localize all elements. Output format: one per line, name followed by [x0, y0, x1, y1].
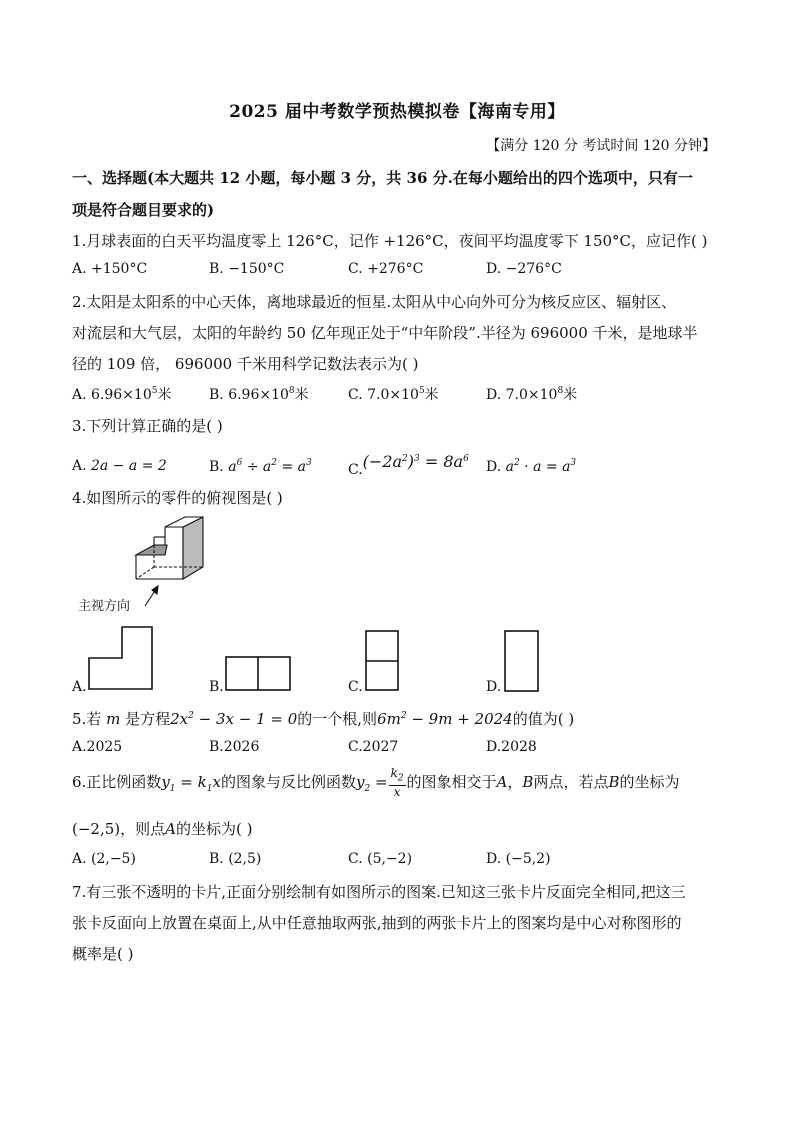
- q2-stem-line1: 2.太阳是太阳系的中心天体，离地球最近的恒星.太阳从中心向外可分为核反应区、辐射区、: [72, 293, 677, 311]
- q3-option-b: B. $a^6 \div a^2 = a^3$: [209, 458, 312, 475]
- q1-stem: 1.月球表面的白天平均温度零上 126°C，记作 +126°C，夜间平均温度零下 150°C，应记作( ): [72, 232, 708, 250]
- q1-option-d: D. −276°C: [486, 261, 562, 277]
- q3-option-c: $C.(-2a^2)^3 = 8a^6$: [348, 452, 469, 478]
- q6-option-a: A. (2,−5): [72, 851, 136, 867]
- q6-option-d: D. (−5,2): [486, 851, 551, 867]
- q1-option-c: C. +276°C: [348, 261, 424, 277]
- q7-stem-line3: 概率是( ): [72, 945, 134, 963]
- q5-stem: 5.若 m 是方程$2x^2 - 3x - 1 = 0$的一个根,则$6m^2 - 9m + 2024$的值为( ): [72, 710, 575, 728]
- q2-option-b: B. $6.96\times 10^8$米: [209, 386, 309, 403]
- q7-stem-line2: 张卡反面向上放置在桌面上,从中任意抽取两张,抽到的两张卡片上的图案均是中心对称图形的: [72, 914, 682, 932]
- section-heading-line2: 项是符合题目要求的): [72, 201, 215, 219]
- view-direction-label: 主视方向: [78, 599, 131, 614]
- q1-option-b: B. −150°C: [209, 261, 285, 277]
- q4-option-a: A.: [72, 679, 87, 695]
- q6-stem-line1: 6.正比例函数$y_1 = k_1x$的图象与反比例函数$y_2$ = $\frac{k_2}{x}$ 的图象相交于A，B两点，若点B的坐标为: [72, 766, 680, 800]
- q5-option-a: A.2025: [72, 739, 123, 755]
- q3-stem: 3.下列计算正确的是( ): [72, 417, 223, 435]
- q2-stem-line2: 对流层和大气层，太阳的年龄约 50 亿年现正处于“中年阶段”.半径为 696000 千米，是地球半: [72, 324, 698, 342]
- q2-option-c: C. $7.0\times 10^5$米: [348, 386, 439, 403]
- q4-shape-d: [505, 631, 538, 691]
- q1-option-a: A. +150°C: [72, 261, 148, 277]
- q7-stem-line1: 7.有三张不透明的卡片,正面分别绘制有如图所示的图案.已知这三张卡片反面完全相同,把这三: [72, 883, 686, 901]
- q2-stem-line3: 径的 109 倍， 696000 千米用科学记数法表示为( ): [72, 355, 419, 373]
- q4-shape-a: [89, 627, 152, 689]
- q5-option-b: B.2026: [209, 739, 260, 755]
- q2-option-a: A. $6.96\times 10^5$米: [72, 386, 172, 403]
- q4-option-d: D.: [486, 679, 502, 695]
- q5-option-c: C.2027: [348, 739, 399, 755]
- q6-option-b: B. (2,5): [209, 851, 262, 867]
- q3-option-a: A. 2a − a = 2: [72, 458, 167, 474]
- q4-stem: 4.如图所示的零件的俯视图是( ): [72, 489, 283, 507]
- q4-option-b: B.: [209, 679, 224, 695]
- q6-option-c: C. (5,−2): [348, 851, 413, 867]
- q2-option-d: D. $7.0\times 10^8$米: [486, 386, 578, 403]
- q4-option-c: C.: [348, 679, 363, 695]
- page-title: 2025 届中考数学预热模拟卷【海南专用】: [229, 102, 565, 122]
- q6-stem-line2: (−2,5)，则点A的坐标为( ): [72, 820, 253, 838]
- section-heading-line1: 一、选择题(本大题共 12 小题，每小题 3 分，共 36 分.在每小题给出的四个选项中，只有一: [72, 169, 693, 187]
- q5-option-d: D.2028: [486, 739, 537, 755]
- q3-option-d: D. $a^2 \cdot a = a^3$: [486, 458, 577, 475]
- exam-info: 【满分 120 分 考试时间 120 分钟】: [486, 138, 716, 154]
